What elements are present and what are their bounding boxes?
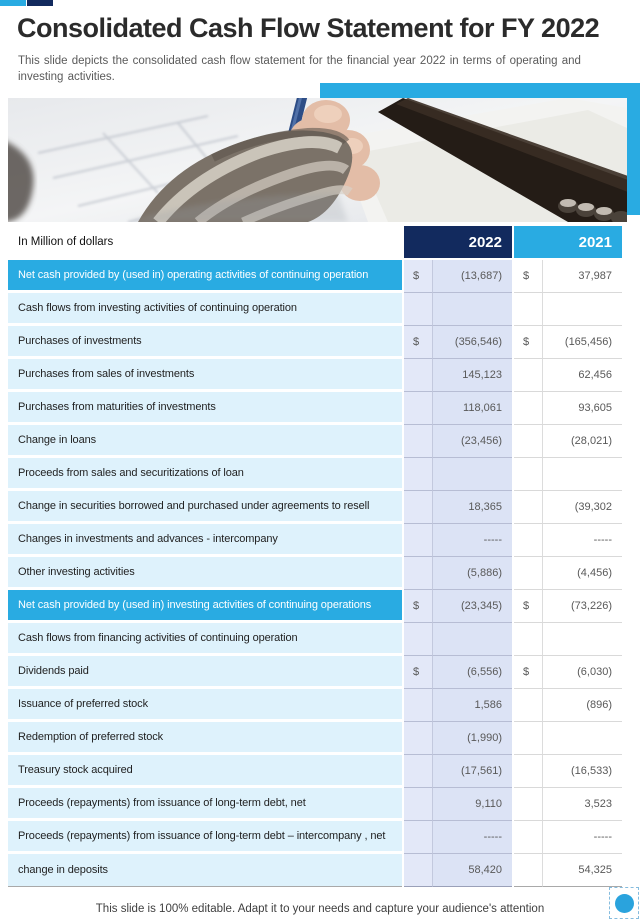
table-row — [8, 854, 622, 887]
value-2021: 37,987 — [542, 260, 622, 293]
row-label: Dividends paid — [8, 656, 402, 689]
value-2022 — [432, 458, 512, 491]
table-row — [8, 590, 622, 623]
page-title: Consolidated Cash Flow Statement for FY 2022 — [17, 13, 600, 43]
row-label: Net cash provided by (used in) operating activities of continuing operation — [8, 260, 402, 293]
value-2022: 9,110 — [432, 788, 512, 821]
year-header-2021: 2021 — [514, 226, 622, 258]
corner-accent-navy — [27, 0, 53, 6]
dollar-sign-2022 — [404, 755, 432, 788]
table-row — [8, 293, 622, 326]
dollar-sign-2022 — [404, 392, 432, 425]
dollar-sign-2022 — [404, 689, 432, 722]
value-2021: (896) — [542, 689, 622, 722]
dollar-sign-2022 — [404, 491, 432, 524]
value-2021 — [542, 293, 622, 326]
table-body — [8, 260, 622, 887]
value-2022: (5,886) — [432, 557, 512, 590]
value-2022: (1,990) — [432, 722, 512, 755]
dollar-sign-2021 — [514, 392, 542, 425]
hand-writing-illustration — [8, 98, 627, 222]
dollar-sign-2022 — [404, 557, 432, 590]
dollar-sign-2022: $ — [404, 326, 432, 359]
dollar-sign-2021 — [514, 524, 542, 557]
dollar-sign-2022 — [404, 788, 432, 821]
row-label: Change in securities borrowed and purchased under agreements to resell — [8, 491, 402, 524]
table-row — [8, 656, 622, 689]
row-label: Net cash provided by (used in) investing activities of continuing operations — [8, 590, 402, 623]
table-row — [8, 689, 622, 722]
unit-header-cell: In Million of dollars — [8, 226, 402, 258]
table-row — [8, 491, 622, 524]
value-2022: 145,123 — [432, 359, 512, 392]
value-2022: 118,061 — [432, 392, 512, 425]
value-2021: (28,021) — [542, 425, 622, 458]
dollar-sign-2022 — [404, 623, 432, 656]
value-2022: ----- — [432, 524, 512, 557]
selection-handle-box[interactable] — [609, 887, 639, 919]
dollar-sign-2021: $ — [514, 590, 542, 623]
dollar-sign-2021 — [514, 623, 542, 656]
page-subtitle: This slide depicts the consolidated cash flow statement for the financial year 2022 in terms of operating and investing activities. — [18, 55, 581, 84]
dollar-sign-2021 — [514, 458, 542, 491]
dollar-sign-2021 — [514, 359, 542, 392]
value-2021: ----- — [542, 821, 622, 854]
value-2021: 62,456 — [542, 359, 622, 392]
row-label: Purchases of investments — [8, 326, 402, 359]
table-row — [8, 623, 622, 656]
row-label: Proceeds from sales and securitizations of loan — [8, 458, 402, 491]
row-label: change in deposits — [8, 854, 402, 887]
row-label: Issuance of preferred stock — [8, 689, 402, 722]
table-row — [8, 821, 622, 854]
value-2022: (13,687) — [432, 260, 512, 293]
row-label: Purchases from sales of investments — [8, 359, 402, 392]
table-row — [8, 722, 622, 755]
value-2022: (23,456) — [432, 425, 512, 458]
value-2021: (165,456) — [542, 326, 622, 359]
value-2021: 54,325 — [542, 854, 622, 887]
dollar-sign-2022 — [404, 359, 432, 392]
dollar-sign-2021 — [514, 821, 542, 854]
value-2021: (6,030) — [542, 656, 622, 689]
dollar-sign-2022 — [404, 854, 432, 887]
value-2021: ----- — [542, 524, 622, 557]
row-label: Change in loans — [8, 425, 402, 458]
row-label: Cash flows from financing activities of continuing operation — [8, 623, 402, 656]
table-row — [8, 359, 622, 392]
value-2022: 1,586 — [432, 689, 512, 722]
dollar-sign-2022 — [404, 425, 432, 458]
value-2022: (356,546) — [432, 326, 512, 359]
row-label: Changes in investments and advances - intercompany — [8, 524, 402, 557]
value-2021: (16,533) — [542, 755, 622, 788]
value-2022: 18,365 — [432, 491, 512, 524]
dollar-sign-2022: $ — [404, 590, 432, 623]
table-header-row — [8, 226, 622, 258]
dollar-sign-2021 — [514, 557, 542, 590]
table-row — [8, 524, 622, 557]
dollar-sign-2021 — [514, 722, 542, 755]
value-2021 — [542, 458, 622, 491]
row-label: Proceeds (repayments) from issuance of long-term debt, net — [8, 788, 402, 821]
dollar-sign-2022 — [404, 524, 432, 557]
value-2021: (4,456) — [542, 557, 622, 590]
table-row — [8, 260, 622, 293]
table-row — [8, 557, 622, 590]
table-row — [8, 755, 622, 788]
value-2021: (39,302 — [542, 491, 622, 524]
value-2022: (17,561) — [432, 755, 512, 788]
dollar-sign-2021: $ — [514, 260, 542, 293]
hand-writing-photo — [8, 98, 627, 222]
dollar-sign-2022: $ — [404, 656, 432, 689]
value-2022: ----- — [432, 821, 512, 854]
dollar-sign-2021 — [514, 425, 542, 458]
dollar-sign-2022 — [404, 293, 432, 326]
selection-dot-icon[interactable] — [615, 894, 634, 913]
dollar-sign-2021: $ — [514, 656, 542, 689]
dollar-sign-2021 — [514, 293, 542, 326]
value-2021: 93,605 — [542, 392, 622, 425]
dollar-sign-2021 — [514, 854, 542, 887]
row-label: Treasury stock acquired — [8, 755, 402, 788]
cyan-accent-bar-right — [627, 98, 640, 215]
value-2022: (6,556) — [432, 656, 512, 689]
dollar-sign-2021 — [514, 491, 542, 524]
year-header-2022: 2022 — [404, 226, 512, 258]
table-row — [8, 788, 622, 821]
value-2021: (73,226) — [542, 590, 622, 623]
footer-note: This slide is 100% editable. Adapt it to your needs and capture your audience's attention — [95, 903, 545, 915]
dollar-sign-2021 — [514, 788, 542, 821]
dollar-sign-2021 — [514, 755, 542, 788]
dollar-sign-2022 — [404, 821, 432, 854]
corner-accent-cyan — [0, 0, 26, 6]
dollar-sign-2022: $ — [404, 260, 432, 293]
value-2022 — [432, 623, 512, 656]
value-2022: 58,420 — [432, 854, 512, 887]
dollar-sign-2022 — [404, 722, 432, 755]
cyan-accent-bar-top — [320, 83, 640, 98]
dollar-sign-2021: $ — [514, 326, 542, 359]
dollar-sign-2021 — [514, 689, 542, 722]
value-2022: (23,345) — [432, 590, 512, 623]
table-row — [8, 425, 622, 458]
row-label: Proceeds (repayments) from issuance of long-term debt – intercompany , net — [8, 821, 402, 854]
row-label: Other investing activities — [8, 557, 402, 590]
row-label: Redemption of preferred stock — [8, 722, 402, 755]
table-row — [8, 392, 622, 425]
table-row — [8, 326, 622, 359]
row-label: Cash flows from investing activities of continuing operation — [8, 293, 402, 326]
dollar-sign-2022 — [404, 458, 432, 491]
value-2022 — [432, 293, 512, 326]
value-2021 — [542, 722, 622, 755]
table-row — [8, 458, 622, 491]
row-label: Purchases from maturities of investments — [8, 392, 402, 425]
cash-flow-table — [8, 226, 622, 887]
value-2021 — [542, 623, 622, 656]
value-2021: 3,523 — [542, 788, 622, 821]
